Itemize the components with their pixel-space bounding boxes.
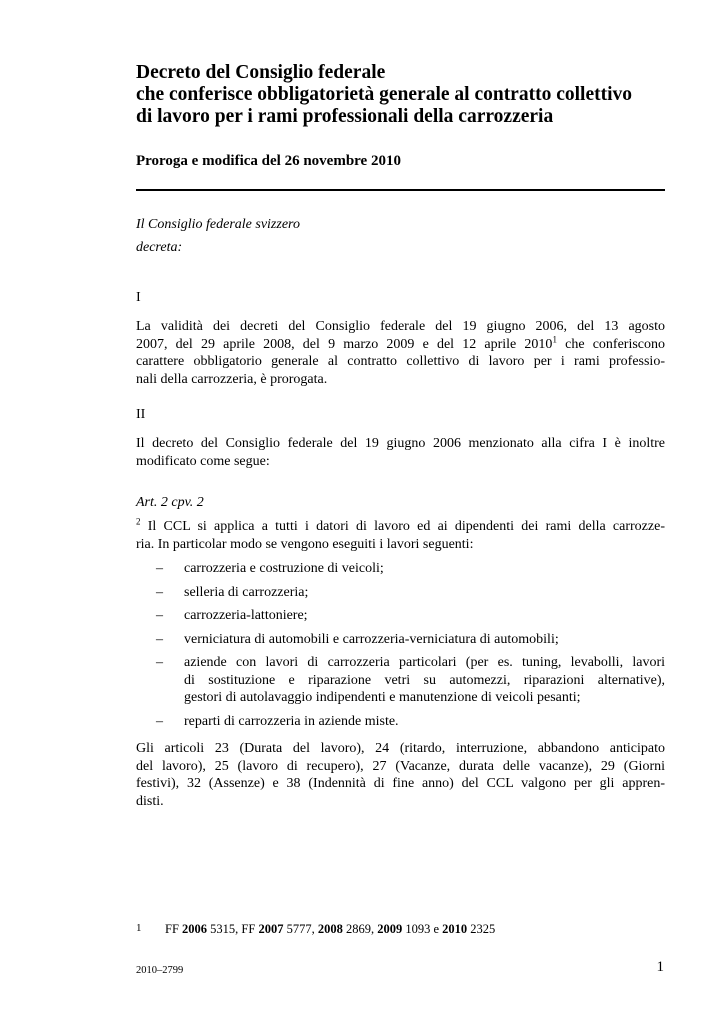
footnote-year: 2010: [442, 922, 468, 936]
closing-line: del lavoro), 25 (lavoro di recupero), 27 (Vacanze, durata delle vacanze), 29 (Giorni: [136, 758, 665, 774]
section-1-line: [136, 333, 666, 354]
list-dash: –: [156, 713, 163, 729]
list-dash: –: [156, 561, 163, 576]
document-subtitle: Proroga e modifica del 26 novembre 2010: [136, 153, 401, 169]
footnote-part: 5315, FF: [207, 922, 259, 936]
list-item: [136, 560, 665, 578]
section-1-paragraph: [136, 318, 665, 388]
footnote-year: 2006: [182, 922, 208, 936]
article-heading: Art. 2 cpv. 2: [136, 495, 204, 510]
title-line-2: che conferisce obbligatorietà generale al contratto collettivo: [136, 84, 633, 105]
footnote-text: [165, 922, 495, 936]
article-closing-paragraph: [136, 740, 665, 810]
preamble-line-2: decreta:: [136, 240, 183, 255]
footnote-year: 2007: [258, 922, 284, 936]
closing-line: Gli articoli 23 (Durata del lavoro), 24 (ritardo, interruzione, abbandono anticipato: [136, 741, 665, 756]
list-item: [136, 584, 665, 602]
list-item: [136, 631, 665, 649]
section-2-line: Il decreto del Consiglio federale del 19 giugno 2006 menzionato alla cifra I è inoltre: [136, 436, 665, 451]
section-1-line: carattere obbligatorio generale al contratto collettivo di lavoro per i rami professio-: [136, 354, 665, 369]
footnote-part: 1093 e: [402, 922, 443, 936]
list-item: [136, 654, 665, 707]
article-intro-text: Il CCL si applica a tutti i datori di lavoro ed ai dipendenti dei rami della carrozze-: [140, 519, 665, 534]
section-1-line-text: 2007, del 29 aprile 2008, del 9 marzo 2009 e del 12 aprile 2010: [136, 336, 553, 352]
list-item-line: carrozzeria-lattoniere;: [184, 608, 308, 623]
list-dash: –: [156, 584, 163, 600]
list-item: [136, 713, 665, 731]
list-item-line: di sostituzione e riparazione vetri su automezzi, riparazioni alternative),: [184, 672, 665, 688]
footnote-part: 2869,: [342, 922, 378, 936]
list-dash: –: [156, 631, 163, 647]
footnote-part: FF: [165, 922, 183, 936]
list-item-line: aziende con lavori di carrozzeria particolari (per es. tuning, levabolli, lavori: [184, 655, 665, 670]
section-1-line-tail: che conferiscono: [556, 336, 666, 352]
section-1-line: La validità dei decreti del Consiglio federale del 19 giugno 2006, del 13 agosto: [136, 319, 665, 334]
list-item-line: gestori di autolavaggio indipendenti e manutenzione di veicoli pesanti;: [184, 690, 581, 705]
title-divider: [136, 189, 665, 191]
preamble-line-1: Il Consiglio federale svizzero: [136, 217, 300, 232]
section-2-paragraph: [136, 435, 665, 470]
footnote-part: 5777,: [283, 922, 318, 936]
footnote-mark: 1: [136, 922, 142, 934]
footnote-part: 2325: [467, 922, 496, 936]
section-1-line: nali della carrozzeria, è prorogata.: [136, 371, 328, 387]
article-intro-line: ria. In particolar modo se vengono eseguiti i lavori seguenti:: [136, 536, 474, 552]
section-2-heading: II: [136, 407, 146, 422]
document-title: [136, 62, 676, 128]
page-number: 1: [656, 959, 664, 975]
footnote-year: 2009: [377, 922, 403, 936]
section-2-line: modificato come segue:: [136, 453, 270, 469]
list-item: [136, 607, 665, 625]
list-item-line: selleria di carrozzeria;: [184, 584, 309, 600]
document-number: 2010–2799: [136, 965, 184, 976]
list-dash: –: [156, 608, 163, 623]
paragraph-number: 2: [136, 516, 141, 527]
section-1-heading: I: [136, 290, 141, 305]
work-list: [136, 560, 665, 736]
closing-line: disti.: [136, 793, 164, 809]
list-item-line: carrozzeria e costruzione di veicoli;: [184, 561, 384, 576]
footnote-reference: 1: [552, 333, 557, 344]
list-dash: –: [156, 655, 163, 670]
article-intro: [136, 518, 665, 553]
footnote-year: 2008: [317, 922, 343, 936]
article-intro-line: [136, 518, 665, 536]
footnote: [136, 920, 495, 937]
closing-line: festivi), 32 (Assenze) e 38 (Indennità di fine anno) del CCL valgono per gli appren-: [136, 776, 665, 791]
title-line-3: di lavoro per i rami professionali della carrozzeria: [136, 106, 554, 127]
list-item-line: verniciatura di automobili e carrozzeria-verniciatura di automobili;: [184, 631, 559, 647]
list-item-line: reparti di carrozzeria in aziende miste.: [184, 713, 399, 729]
title-line-1: Decreto del Consiglio federale: [136, 62, 386, 83]
